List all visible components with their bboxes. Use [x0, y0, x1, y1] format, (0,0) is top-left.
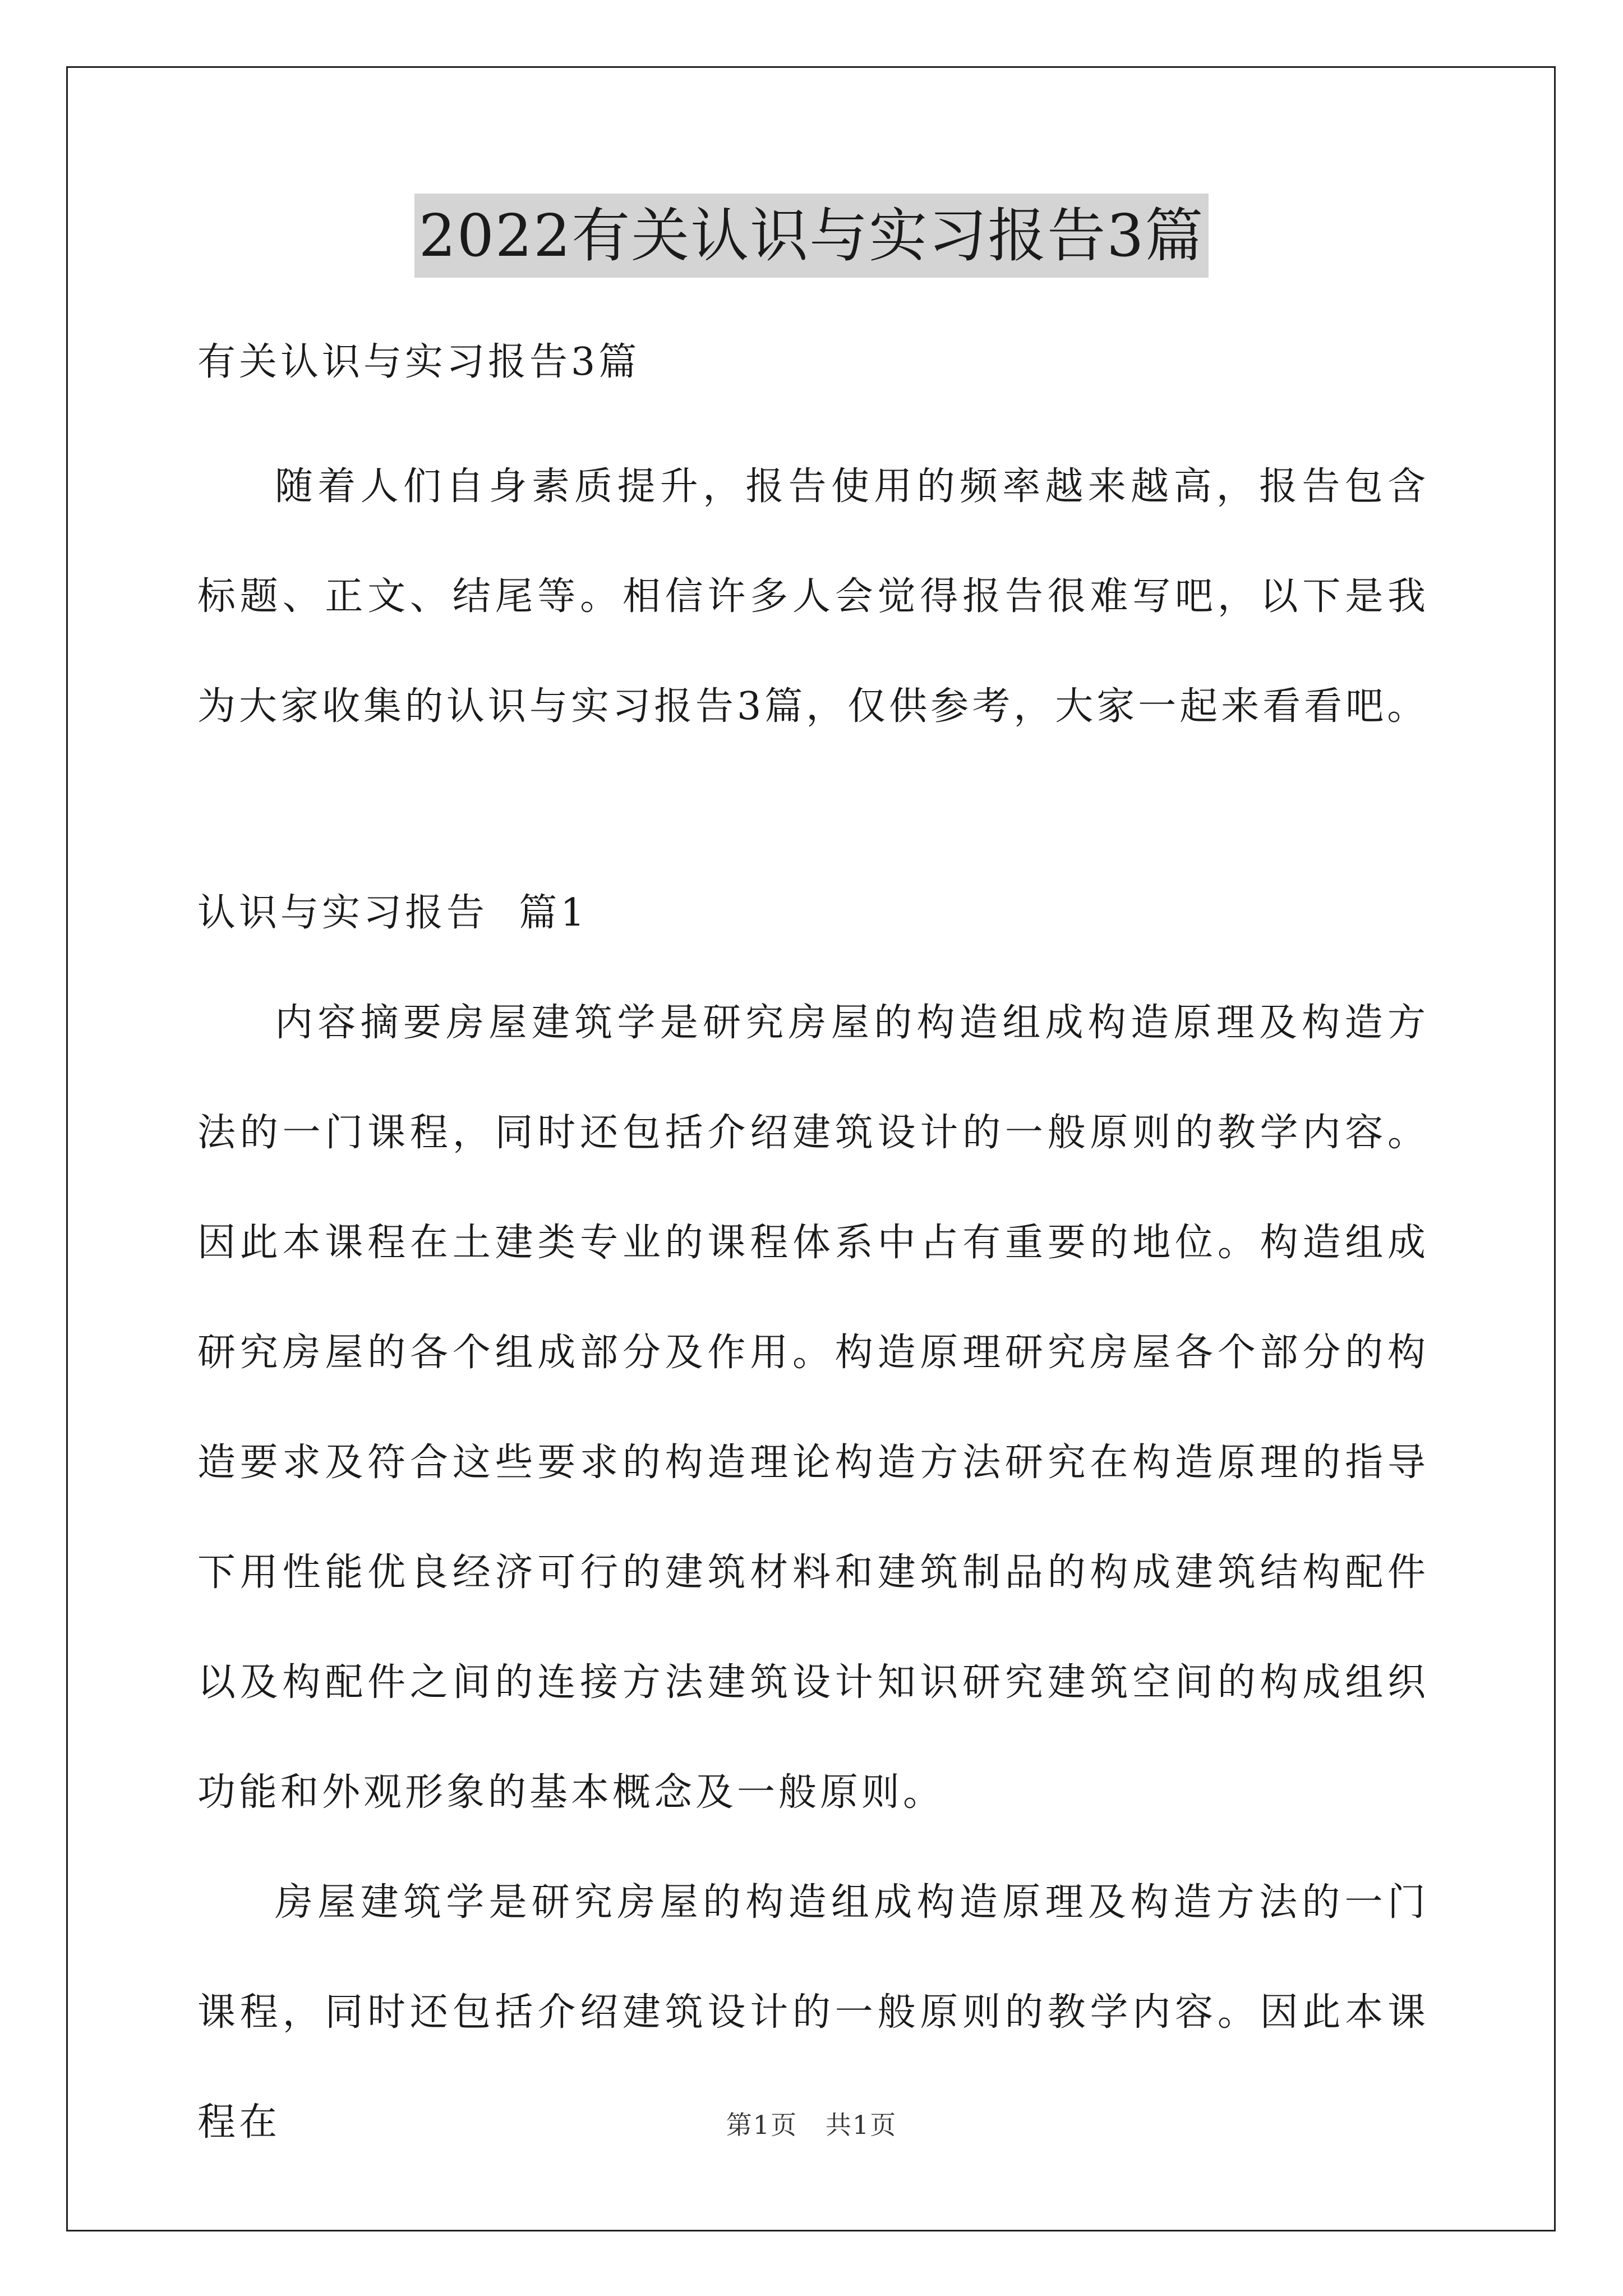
- document-title: 2022有关认识与实习报告3篇: [414, 194, 1209, 278]
- body-paragraph-1: 内容摘要房屋建筑学是研究房屋的构造组成构造原理及构造方法的一门课程，同时还包括介绍建筑设计的一般原则的教学内容。因此本课程在土建类专业的课程体系中占有重要的地位。构造组成研究房屋的各个组成部分及作用。构造原理研究房屋各个部分的构造要求及符合这些要求的构造理论构造方法研究在构造原理的指导下用性能优良经济可行的建筑材料和建筑制品的构成建筑结构配件以及构配件之间的连接方法建筑设计知识研究建筑空间的构成组织功能和外观形象的基本概念及一般原则。: [197, 1001, 1429, 1815]
- intro-paragraph: 随着人们自身素质提升，报告使用的频率越来越高，报告包含标题、正文、结尾等。相信许多人会觉得报告很难写吧，以下是我为大家收集的认识与实习报告3篇，仅供参考，大家一起来看看吧。: [197, 464, 1429, 729]
- section-heading: 认识与实习报告 篇1: [197, 891, 588, 935]
- document-body: [197, 307, 1429, 2178]
- title-container: [0, 194, 1623, 278]
- document-subtitle: 有关认识与实习报告3篇: [197, 340, 640, 384]
- spacer: [197, 762, 1429, 858]
- body-paragraph-2: 房屋建筑学是研究房屋的构造组成构造原理及构造方法的一门课程，同时还包括介绍建筑设计的一般原则的教学内容。因此本课程在: [197, 1880, 1429, 2145]
- page-footer: 第1页 共1页: [726, 2110, 897, 2140]
